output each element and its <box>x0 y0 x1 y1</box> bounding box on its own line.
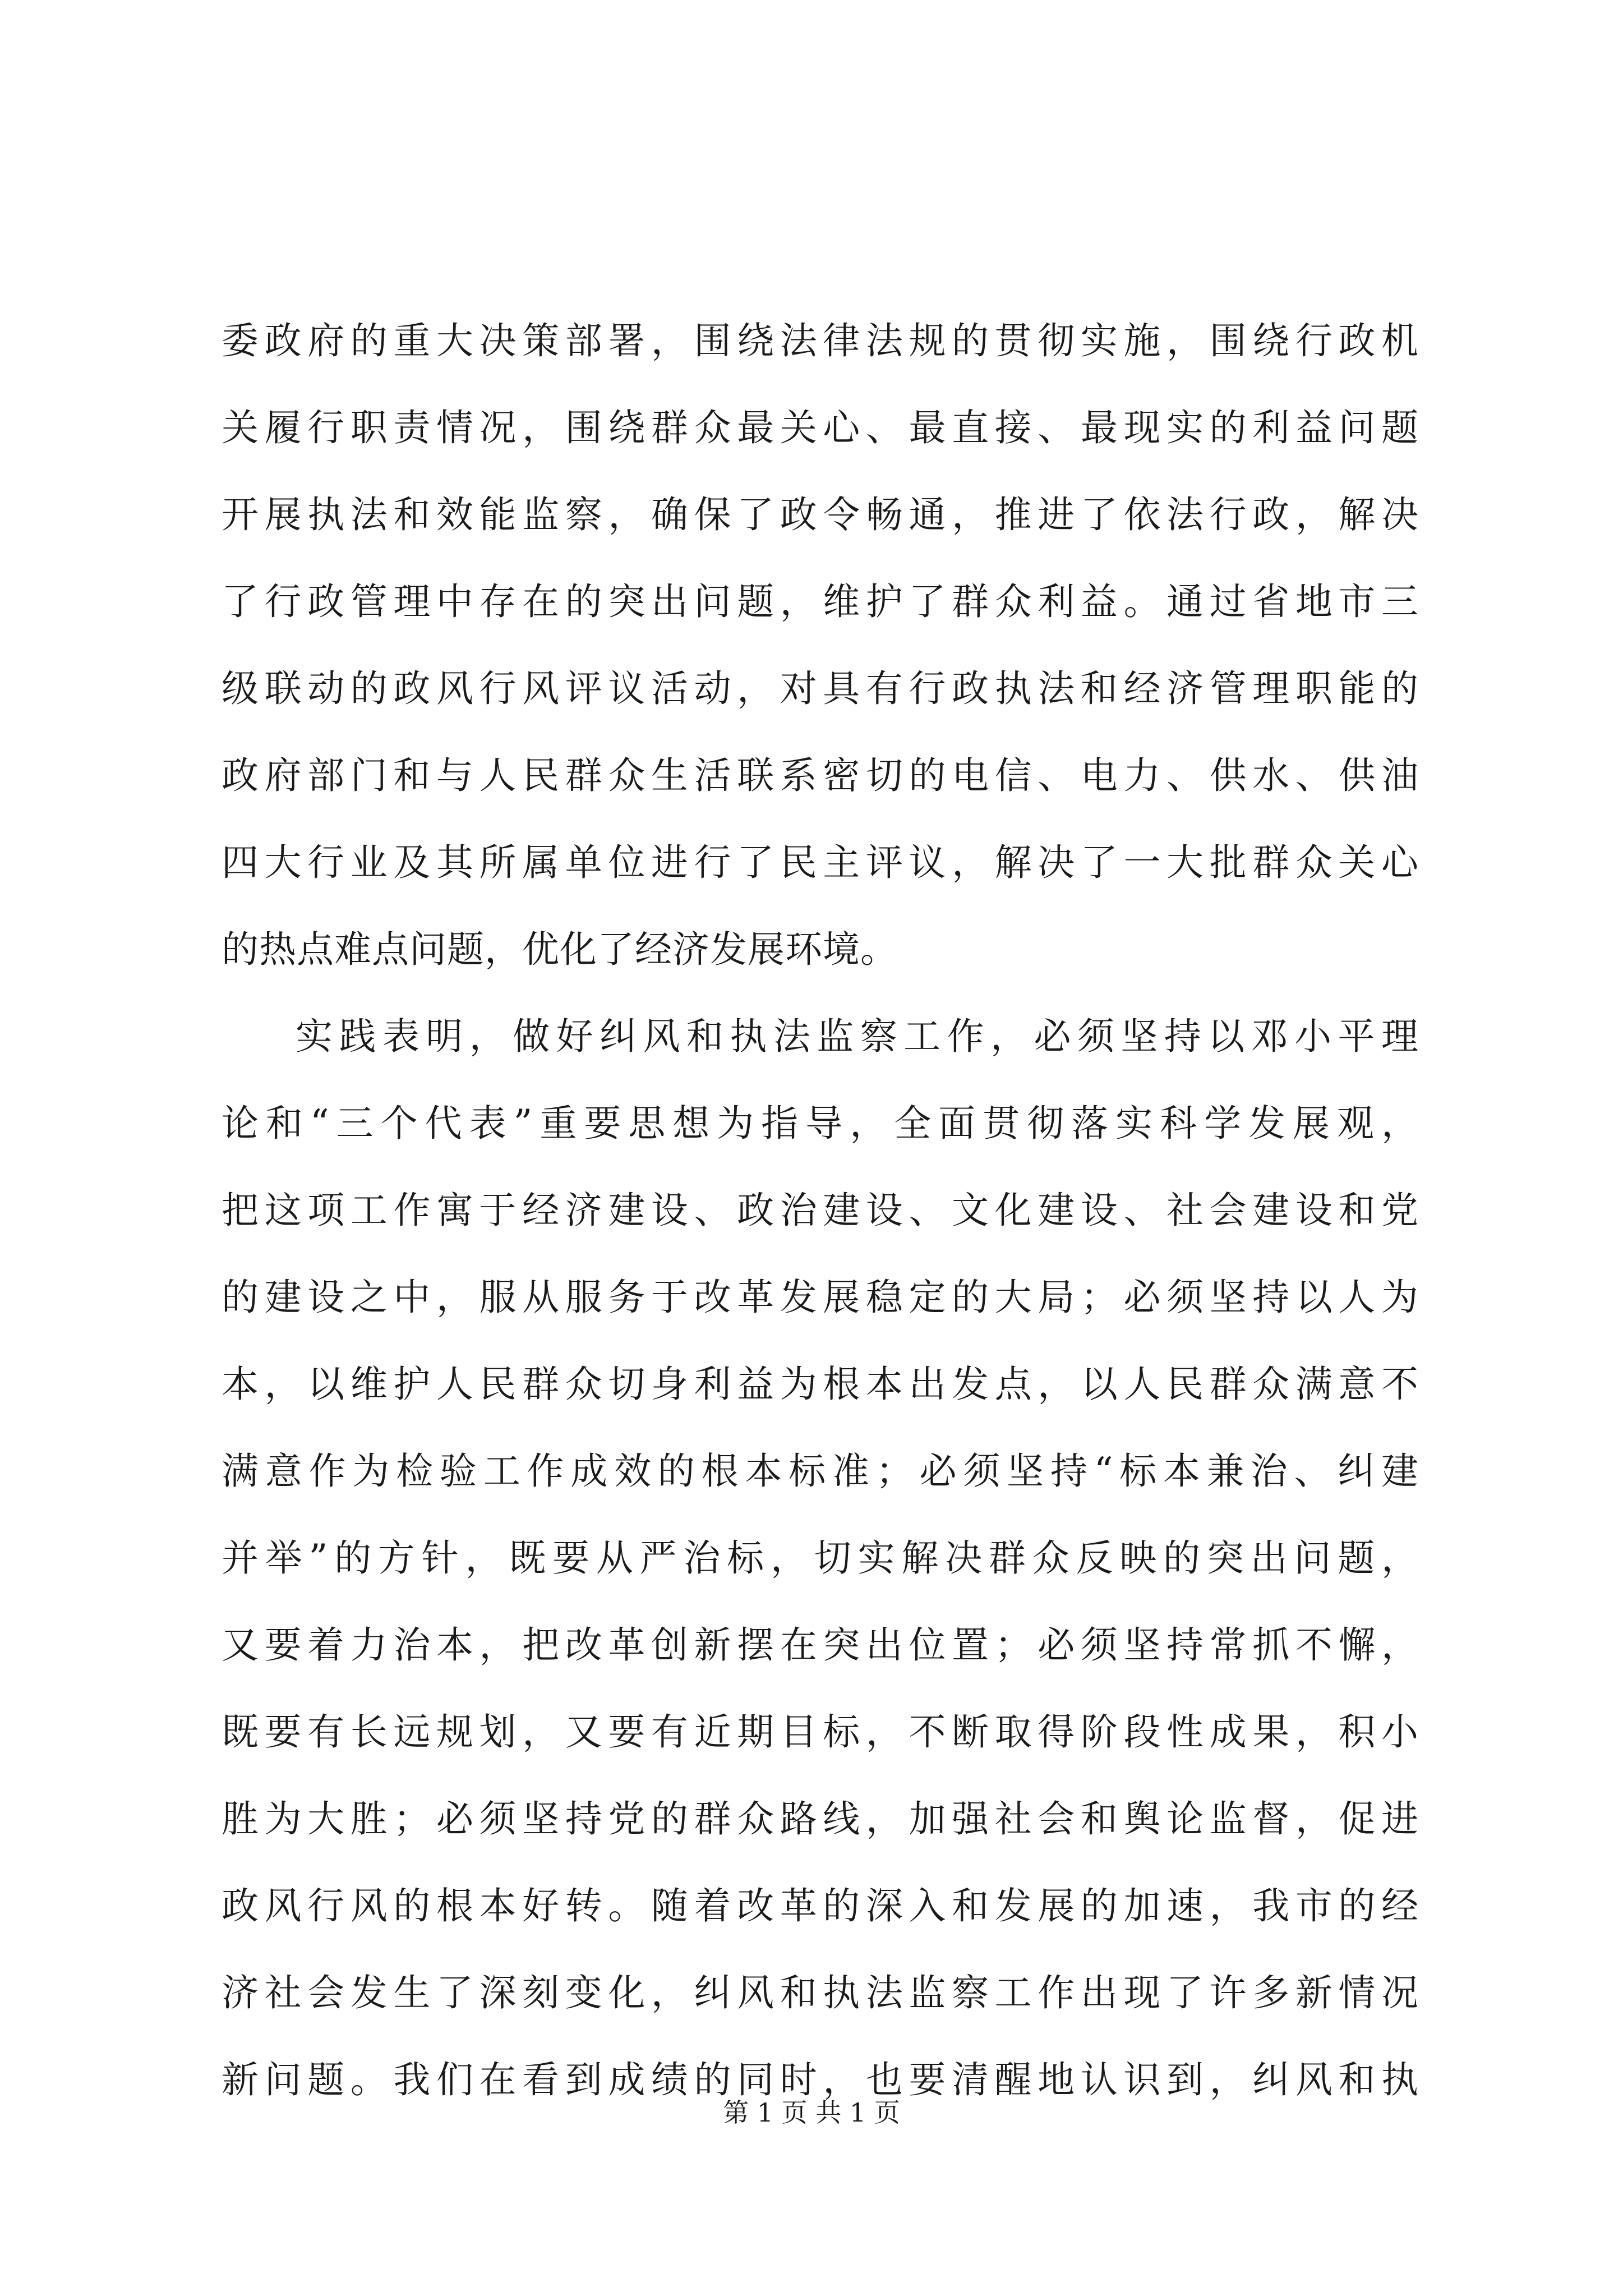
text-line: 把这项工作寓于经济建设、政治建设、文化建设、社会建设和党 <box>222 1189 1419 1232</box>
text-line: 级联动的政风行风评议活动，对具有行政执法和经济管理职能的 <box>222 667 1419 710</box>
text-line: 四大行业及其所属单位进行了民主评议，解决了一大批群众关心 <box>222 841 1419 884</box>
text-line: 的热点难点问题，优化了经济发展环境。 <box>222 928 898 971</box>
text-line: 政风行风的根本好转。随着改革的深入和发展的加速，我市的经 <box>222 1884 1419 1927</box>
document-body <box>222 297 1419 2123</box>
text-line: 又要着力治本，把改革创新摆在突出位置；必须坚持常抓不懈， <box>222 1623 1419 1667</box>
text-line: 新问题。我们在看到成绩的同时，也要清醒地认识到，纠风和执 <box>222 2058 1419 2101</box>
text-line: 开展执法和效能监察，确保了政令畅通，推进了依法行政，解决 <box>222 493 1419 536</box>
page-number-label: 第 1 页 共 1 页 <box>723 2097 900 2128</box>
text-line: 满意作为检验工作成效的根本标准；必须坚持“标本兼治、纠建 <box>222 1450 1419 1493</box>
text-line: 既要有长远规划，又要有近期目标，不断取得阶段性成果，积小 <box>222 1710 1419 1754</box>
text-line: 实践表明，做好纠风和执法监察工作，必须坚持以邓小平理 <box>296 1015 1419 1058</box>
text-line: 关履行职责情况，围绕群众最关心、最直接、最现实的利益问题 <box>222 406 1419 449</box>
text-line: 本，以维护人民群众切身利益为根本出发点，以人民群众满意不 <box>222 1363 1419 1406</box>
text-line: 的建设之中，服从服务于改革发展稳定的大局；必须坚持以人为 <box>222 1276 1419 1319</box>
page-footer <box>0 2092 1623 2129</box>
text-line: 委政府的重大决策部署，围绕法律法规的贯彻实施，围绕行政机 <box>222 319 1419 362</box>
text-line: 胜为大胜；必须坚持党的群众路线，加强社会和舆论监督，促进 <box>222 1797 1419 1841</box>
text-line: 并举”的方针，既要从严治标，切实解决群众反映的突出问题， <box>222 1536 1419 1580</box>
text-line: 了行政管理中存在的突出问题，维护了群众利益。通过省地市三 <box>222 580 1419 623</box>
text-line: 政府部门和与人民群众生活联系密切的电信、电力、供水、供油 <box>222 754 1419 797</box>
text-line: 济社会发生了深刻变化，纠风和执法监察工作出现了许多新情况 <box>222 1971 1419 2014</box>
text-line: 论和“三个代表”重要思想为指导，全面贯彻落实科学发展观， <box>222 1102 1419 1145</box>
